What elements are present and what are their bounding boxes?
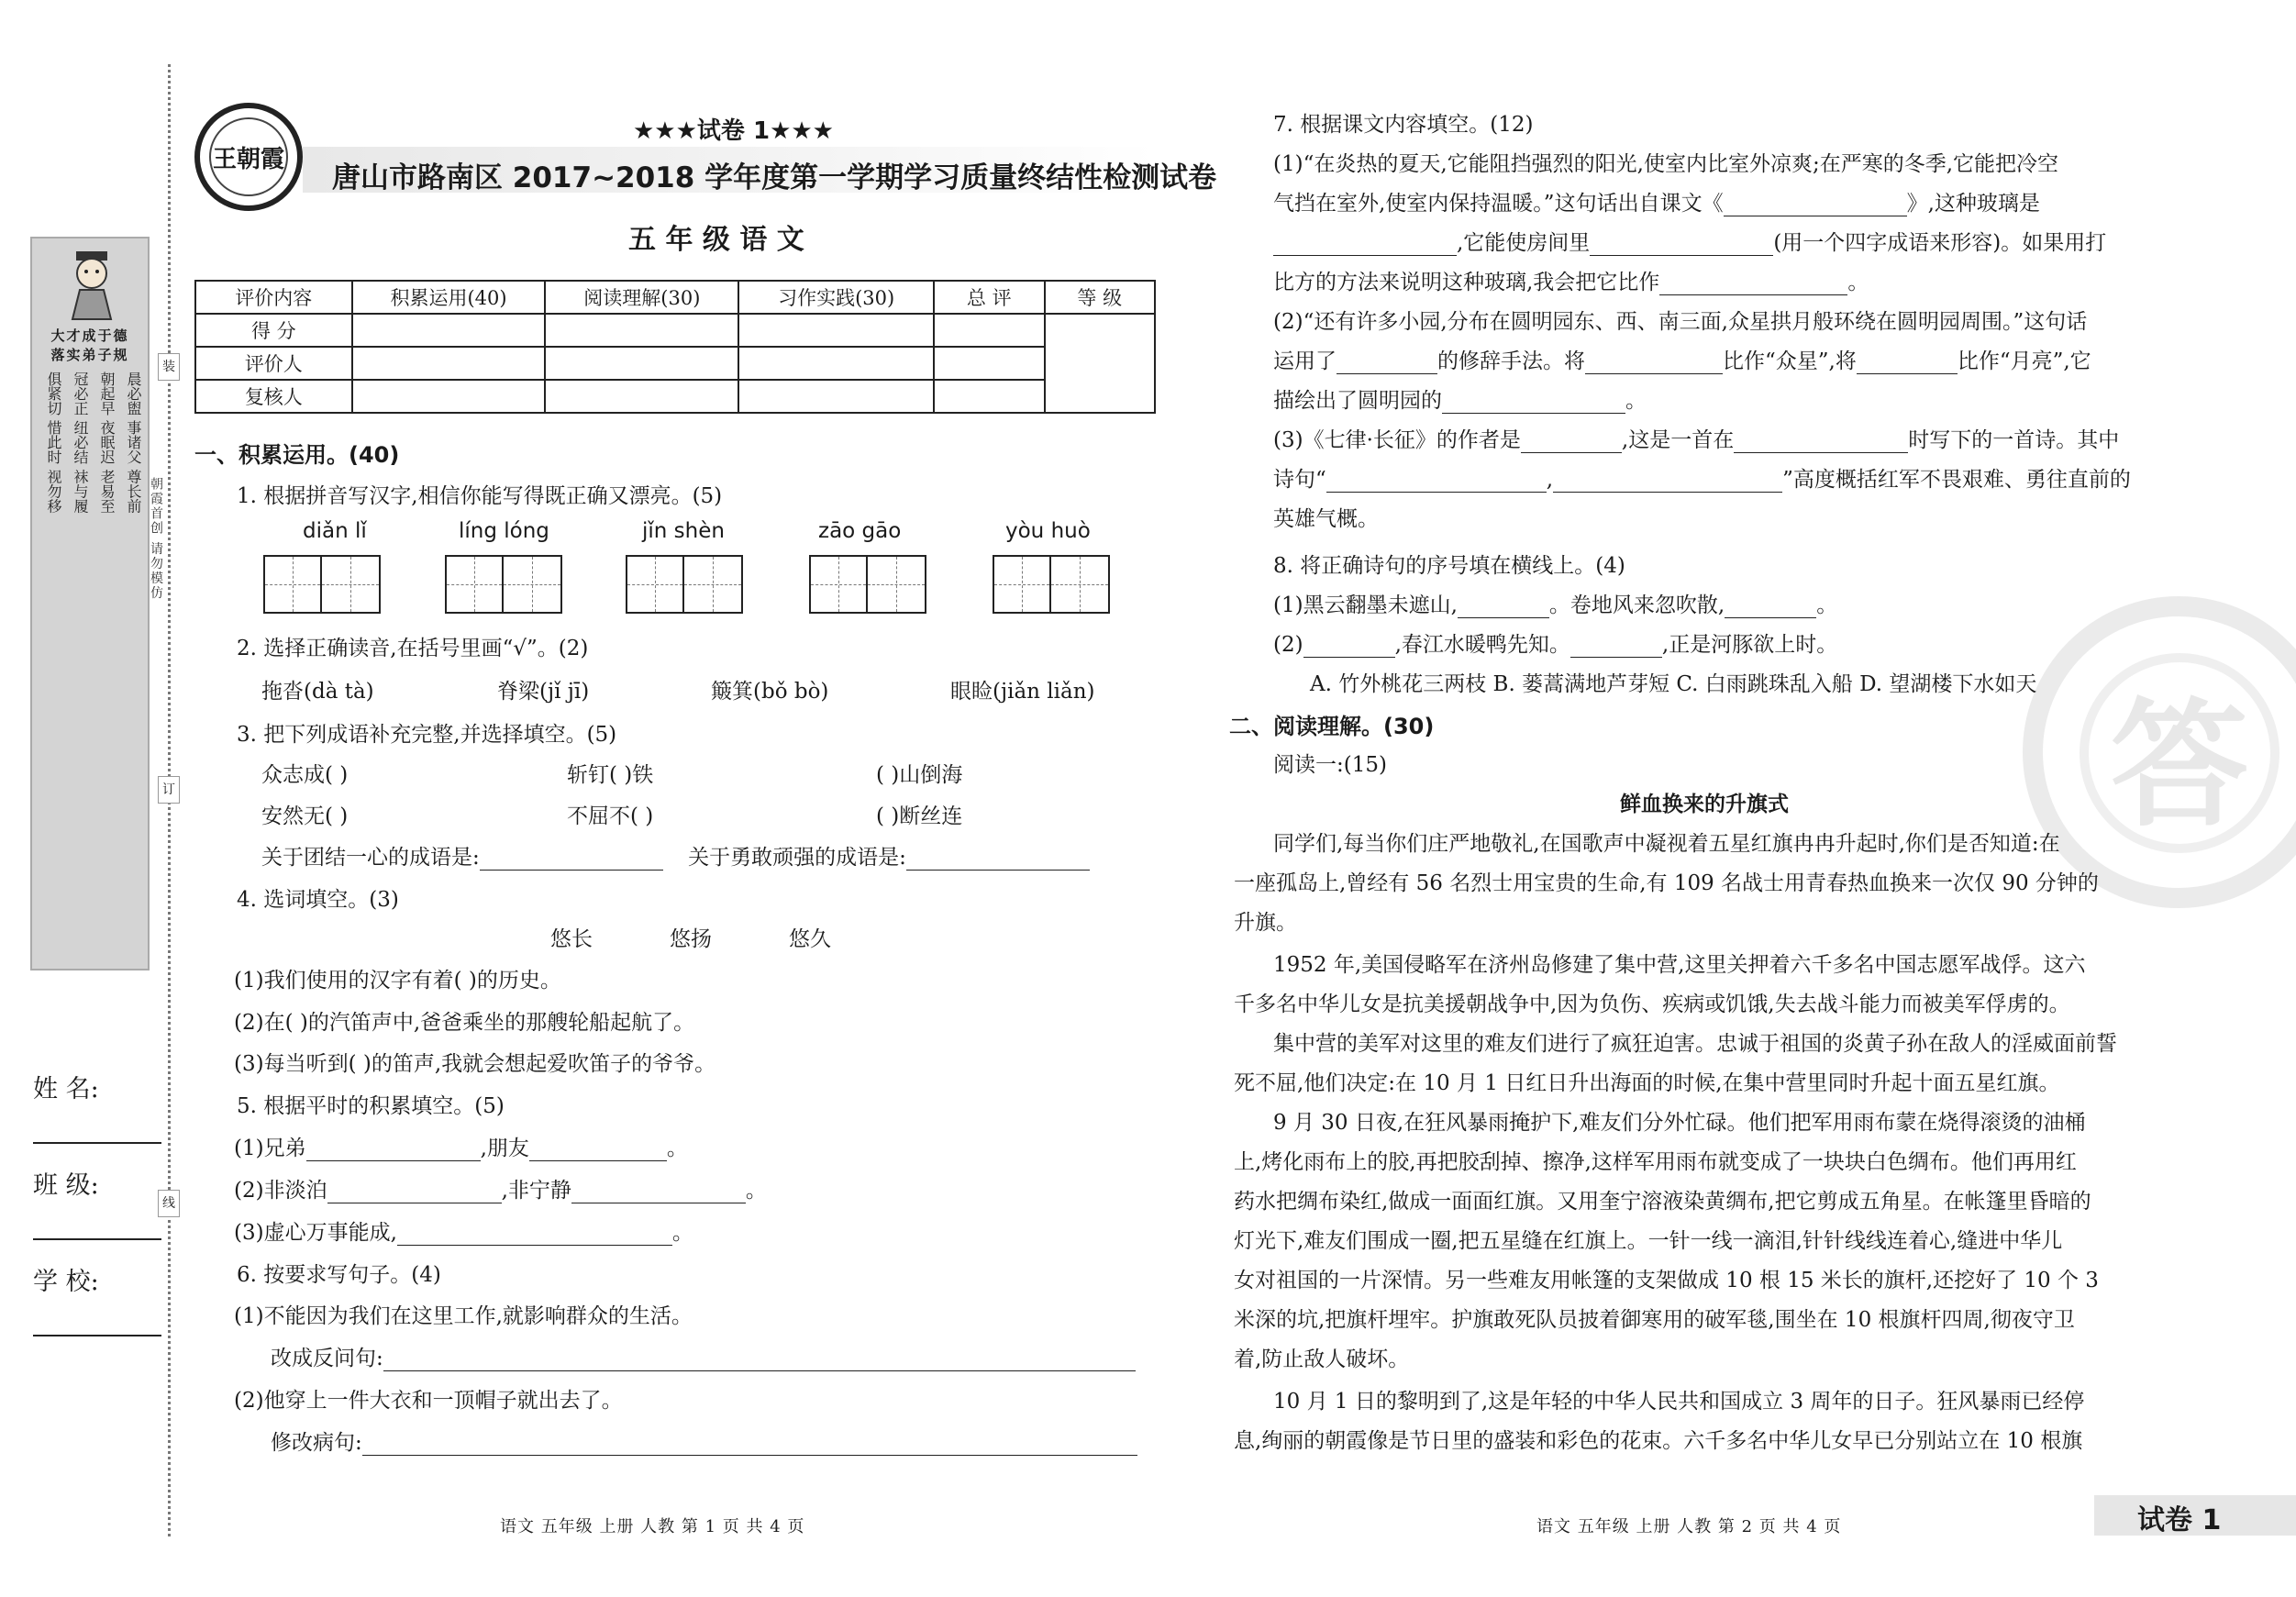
story-line: 灯光下,难友们围成一圈,把五星缝在红旗上。一针一线一滴泪,针针线线连着心,缝进中华儿	[1234, 1229, 2063, 1253]
q5-line-3	[234, 1215, 693, 1246]
q8-text: 。	[1816, 593, 1838, 617]
score-header: 积累运用(40)	[352, 281, 546, 314]
idiom-blank[interactable]: 众志成( )	[261, 763, 349, 787]
pinyin-5: yòu huò	[1005, 519, 1091, 543]
q7-text: 描绘出了圆明园的	[1273, 389, 1442, 413]
score-header: 习作实践(30)	[738, 281, 934, 314]
q7-text: (2)“还有许多小园,分布在圆明园东、西、南三面,众星拱月般环绕在圆明园周围。”这句话	[1273, 310, 2088, 334]
writing-grid-1[interactable]	[263, 555, 381, 614]
cut-label-2: 订	[158, 776, 180, 804]
story-line: 息,绚丽的朝霞像是节日里的盛装和彩色的花束。六千多名中华儿女早已分别站立在 10 根旗	[1234, 1429, 2083, 1453]
score-table	[194, 280, 1156, 414]
story-line: 女对祖国的一片深情。另一些难友用帐篷的支架做成 10 根 15 米长的旗杆,还挖好了 10 个 3	[1234, 1269, 2099, 1292]
q6-blank[interactable]	[383, 1351, 1136, 1371]
score-header: 总 评	[934, 281, 1044, 314]
motto-col: 朝起早 夜眠迟 老易至	[98, 372, 116, 514]
q5-blank[interactable]	[327, 1183, 502, 1203]
grade-cell[interactable]	[1045, 314, 1156, 413]
q8-options: A. 竹外桃花三两枝 B. 蒌蒿满地芦芽短 C. 白雨跳珠乱入船 D. 望湖楼下水如天	[1310, 672, 2037, 696]
section-2-heading: 二、阅读理解。(30)	[1229, 714, 1435, 739]
word-option: 悠长	[550, 927, 593, 951]
q7-text: 时写下的一首诗。其中	[1908, 428, 2120, 452]
q7-text: 比作“月亮”,它	[1957, 349, 2091, 373]
q3-fill-blank-2[interactable]	[906, 850, 1090, 871]
q6-answer-1	[271, 1341, 1136, 1371]
page-footer-1: 语文 五年级 上册 人教 第 1 页 共 4 页	[500, 1517, 805, 1536]
score-row-label: 评价人	[195, 347, 352, 380]
q7-text: 。	[1625, 389, 1647, 413]
q7-blank[interactable]	[1337, 354, 1437, 374]
writing-grid-2[interactable]	[445, 555, 562, 614]
score-header: 阅读理解(30)	[545, 281, 738, 314]
score-row-label: 复核人	[195, 380, 352, 413]
q5-line-1	[234, 1131, 688, 1161]
score-cell[interactable]	[738, 347, 934, 380]
q7-text: ,	[1546, 468, 1554, 492]
q5-text: ,朋友	[480, 1137, 529, 1160]
q5-line-2	[234, 1173, 767, 1203]
q7-text: ,这是一首在	[1621, 428, 1735, 452]
q7-text: ,它能使房间里	[1457, 231, 1591, 255]
score-cell[interactable]	[545, 380, 738, 413]
school-label: 学 校:	[33, 1268, 99, 1296]
q5-text: ,非宁静	[501, 1179, 571, 1203]
q7-text: 运用了	[1273, 349, 1337, 373]
publisher-logo	[194, 103, 303, 211]
name-label: 姓 名:	[33, 1075, 99, 1103]
pinyin-3: jǐn shèn	[642, 519, 725, 543]
q3-fill-line	[261, 840, 1090, 871]
answer-seal-watermark	[2023, 596, 2296, 908]
paper-tag: ★★★试卷 1★★★	[633, 117, 834, 145]
story-line: 死不屈,他们决定:在 10 月 1 日红日升出海面的时候,在集中营里同时升起十面五星红旗。	[1234, 1071, 2060, 1095]
story-line: 一座孤岛上,曾经有 56 名烈士用宝贵的生命,有 109 名战士用青春热血换来一次仅 90 分钟的	[1234, 871, 2099, 895]
pinyin-2: líng lóng	[459, 519, 549, 543]
q7-blank[interactable]	[1273, 236, 1457, 256]
q7-blank[interactable]	[1442, 394, 1625, 414]
story-line: 米深的坑,把旗杆埋牢。护旗敢死队员披着御寒用的破军毯,围坐在 10 根旗杆四周,彻夜守卫	[1234, 1308, 2075, 1332]
q7-line	[1273, 186, 2040, 216]
idiom-blank[interactable]: ( )断丝连	[876, 804, 963, 828]
score-cell[interactable]	[352, 314, 546, 347]
story-line: 千多名中华儿女是抗美援朝战争中,因为负伤、疾病或饥饿,失去战斗能力而被美军俘虏的。	[1234, 993, 2070, 1016]
score-cell[interactable]	[934, 380, 1044, 413]
score-cell[interactable]	[738, 380, 934, 413]
q7-text: ”高度概括红军不畏艰难、勇往直前的	[1782, 468, 2131, 492]
q7-text: 气挡在室外,使室内保持温暖。”这句话出自课文《	[1273, 192, 1724, 216]
q6-answer-2	[271, 1425, 1137, 1456]
q6-sentence-1: (1)不能因为我们在这里工作,就影响群众的生活。	[234, 1304, 693, 1328]
story-line: 药水把绸布染红,做成一面面红旗。又用奎宁溶液染黄绸布,把它剪成五角星。在帐篷里昏暗的	[1234, 1190, 2091, 1214]
q3-fill-label: 关于团结一心的成语是:	[261, 846, 480, 870]
q6-label: 改成反问句:	[271, 1347, 383, 1370]
q7-text: (用一个四字成语来形容)。如果用打	[1773, 231, 2107, 255]
q7-text: (1)“在炎热的夏天,它能阻挡强烈的阳光,使室内比室外凉爽;在严寒的冬季,它能把冷空	[1273, 152, 2059, 176]
q3-fill-label-2: 关于勇敢顽强的成语是:	[688, 846, 906, 870]
score-cell[interactable]	[545, 347, 738, 380]
q5-text: 。	[671, 1221, 693, 1245]
q8-blank[interactable]	[1725, 598, 1816, 618]
story-line: 9 月 30 日夜,在狂风暴雨掩护下,难友们分外忙碌。他们把军用雨布蒙在烧得滚烫的油桶	[1273, 1111, 2086, 1135]
q2-item-4[interactable]: 眼睑(jiǎn liǎn)	[950, 680, 1095, 704]
story-line: 升旗。	[1234, 911, 1297, 935]
cut-label-3: 线	[158, 1190, 180, 1217]
q7-line	[1273, 423, 2119, 453]
score-cell[interactable]	[545, 314, 738, 347]
seal-glyph: 答	[2080, 653, 2279, 853]
q7-blank[interactable]	[1590, 236, 1773, 256]
q2-item-2[interactable]: 脊梁(jǐ jī)	[497, 680, 590, 704]
q8-text: ,正是河豚欲上时。	[1661, 633, 1838, 657]
q5-blank[interactable]	[529, 1141, 667, 1161]
class-field[interactable]	[33, 1238, 161, 1240]
question-3: 3. 把下列成语补充完整,并选择填空。(5)	[237, 723, 617, 747]
q8-text: (1)黑云翻墨未遮山,	[1273, 593, 1458, 617]
q7-line	[1273, 226, 2106, 256]
motto-col: 俱紧切 惜此时 视勿移	[45, 372, 62, 514]
class-label: 班 级:	[33, 1171, 99, 1200]
q7-text: 诗句“	[1273, 468, 1326, 492]
score-header: 等 级	[1045, 281, 1156, 314]
copyright-note: 朝霞首创 请勿模仿	[149, 477, 163, 601]
q7-text: 》,这种玻璃是	[1906, 192, 2040, 216]
q7-text: 比方的方法来说明这种玻璃,我会把它比作	[1273, 271, 1660, 294]
score-cell[interactable]	[738, 314, 934, 347]
q7-line	[1273, 344, 2091, 374]
q7-line	[1273, 383, 1647, 414]
writing-grid-4[interactable]	[809, 555, 926, 614]
q3-fill-blank[interactable]	[480, 850, 663, 871]
question-6: 6. 按要求写句子。(4)	[237, 1263, 441, 1287]
q6-blank[interactable]	[362, 1436, 1137, 1456]
q5-text: 。	[745, 1179, 767, 1203]
pinyin-1: diǎn lǐ	[303, 519, 367, 543]
motto-col: 晨必盥 事诸父 尊长前	[125, 372, 142, 514]
q7-text: (3)《七律·长征》的作者是	[1273, 428, 1521, 452]
cut-label-1: 装	[158, 353, 180, 381]
motto-columns	[39, 372, 144, 533]
story-line: 着,防止敌人破坏。	[1234, 1347, 1410, 1371]
page-footer-2: 语文 五年级 上册 人教 第 2 页 共 4 页	[1536, 1517, 1842, 1536]
question-7: 7. 根据课文内容填空。(12)	[1273, 113, 1534, 137]
q7-blank[interactable]	[1734, 433, 1908, 453]
q7-blank[interactable]	[1521, 433, 1622, 453]
question-5: 5. 根据平时的积累填空。(5)	[237, 1094, 505, 1118]
subject-title: 五 年 级 语 文	[628, 224, 804, 256]
idiom-blank[interactable]: 安然无( )	[261, 804, 349, 828]
score-cell[interactable]	[352, 380, 546, 413]
story-line: 1952 年,美国侵略军在济州岛修建了集中营,这里关押着六千多名中国志愿军战俘。这六	[1273, 953, 2086, 977]
q4-sentence-2[interactable]: (2)在( )的汽笛声中,爸爸乘坐的那艘轮船起航了。	[234, 1011, 695, 1035]
score-header: 评价内容	[195, 281, 352, 314]
q7-line	[1273, 462, 2131, 493]
question-2: 2. 选择正确读音,在括号里画“√”。(2)	[237, 637, 589, 660]
q8-blank[interactable]	[1303, 638, 1395, 658]
q8-text: ,春江水暖鸭先知。	[1394, 633, 1570, 657]
logo-text: 王朝霞	[209, 117, 288, 196]
q5-blank[interactable]	[397, 1225, 672, 1246]
word-option: 悠扬	[670, 927, 712, 951]
q5-text: (2)非淡泊	[234, 1179, 327, 1203]
q2-item-3[interactable]: 簸箕(bǒ bò)	[711, 680, 829, 704]
q5-blank[interactable]	[306, 1141, 481, 1161]
scholar-figure-icon	[60, 248, 124, 321]
score-row-label: 得 分	[195, 314, 352, 347]
q7-text: 的修辞手法。将	[1437, 349, 1585, 373]
q7-text: 。	[1847, 271, 1869, 294]
q5-blank[interactable]	[571, 1183, 746, 1203]
motto-poster	[30, 237, 150, 970]
idiom-blank[interactable]: 斩钉( )铁	[567, 763, 654, 787]
q5-text: 。	[666, 1137, 688, 1160]
story-title: 鲜血换来的升旗式	[1620, 793, 1789, 816]
story-line: 同学们,每当你们庄严地敬礼,在国歌声中凝视着五星红旗冉冉升起时,你们是否知道:在	[1273, 832, 2060, 856]
q7-blank[interactable]	[1857, 354, 1958, 374]
story-line: 10 月 1 日的黎明到了,这是年轻的中华人民共和国成立 3 周年的日子。狂风暴雨已经停	[1273, 1390, 2085, 1414]
q7-text: 比作“众星”,将	[1723, 349, 1857, 373]
q8-text: (2)	[1273, 633, 1303, 657]
q4-sentence-3[interactable]: (3)每当听到( )的笛声,我就会想起爱吹笛子的爷爷。	[234, 1052, 716, 1076]
q8-line	[1273, 627, 1837, 658]
motto-head-2: 落实弟子规	[50, 347, 129, 363]
motto-head-1: 大才成于德	[50, 327, 129, 344]
q7-blank[interactable]	[1585, 354, 1723, 374]
q7-blank[interactable]	[1659, 275, 1847, 295]
score-cell[interactable]	[352, 347, 546, 380]
exam-title: 唐山市路南区 2017~2018 学年度第一学期学习质量终结性检测试卷	[332, 161, 1217, 194]
writing-grid-3[interactable]	[626, 555, 743, 614]
word-option: 悠久	[789, 927, 831, 951]
idiom-blank[interactable]: 不屈不( )	[567, 804, 654, 828]
question-1: 1. 根据拼音写汉字,相信你能写得既正确又漂亮。(5)	[237, 484, 723, 508]
q8-blank[interactable]	[1570, 638, 1662, 658]
section-1-heading: 一、积累运用。(40)	[194, 442, 400, 468]
motto-col: 冠必正 纽必结 袜与履	[72, 372, 89, 514]
story-line: 集中营的美军对这里的难友们进行了疯狂迫害。忠诚于祖国的炎黄子孙在敌人的淫威面前誓	[1273, 1032, 2117, 1056]
q7-blank[interactable]	[1326, 472, 1547, 493]
q6-sentence-2: (2)他穿上一件大衣和一顶帽子就出去了。	[234, 1389, 623, 1413]
school-field[interactable]	[33, 1335, 161, 1336]
idiom-blank[interactable]: ( )山倒海	[876, 763, 963, 787]
story-line: 上,烤化雨布上的胶,再把胶刮掉、擦净,这样军用雨布就变成了一块块白色绸布。他们再用红	[1234, 1150, 2077, 1174]
q6-label: 修改病句:	[271, 1431, 362, 1455]
writing-grid-5[interactable]	[993, 555, 1110, 614]
name-field[interactable]	[33, 1142, 161, 1144]
q7-blank[interactable]	[1553, 472, 1782, 493]
q8-line	[1273, 588, 1837, 618]
q7-blank[interactable]	[1724, 196, 1907, 216]
q8-blank[interactable]	[1458, 598, 1549, 618]
q7-line	[1273, 265, 1869, 295]
pinyin-4: zāo gāo	[818, 519, 902, 543]
q2-item-1[interactable]: 拖沓(dà tà)	[261, 680, 374, 704]
question-8: 8. 将正确诗句的序号填在横线上。(4)	[1273, 554, 1625, 578]
question-4: 4. 选词填空。(3)	[237, 888, 399, 912]
q7-text: 英雄气概。	[1273, 507, 1379, 531]
corner-tag: 试卷 1	[2137, 1504, 2222, 1536]
score-cell[interactable]	[934, 347, 1044, 380]
q5-text: (3)虚心万事能成,	[234, 1221, 397, 1245]
reading-1-label: 阅读一:(15)	[1273, 753, 1387, 777]
q4-sentence-1[interactable]: (1)我们使用的汉字有着( )的历史。	[234, 969, 561, 993]
q5-text: (1)兄弟	[234, 1137, 306, 1160]
score-cell[interactable]	[934, 314, 1044, 347]
q8-text: 。卷地风来忽吹散,	[1548, 593, 1725, 617]
